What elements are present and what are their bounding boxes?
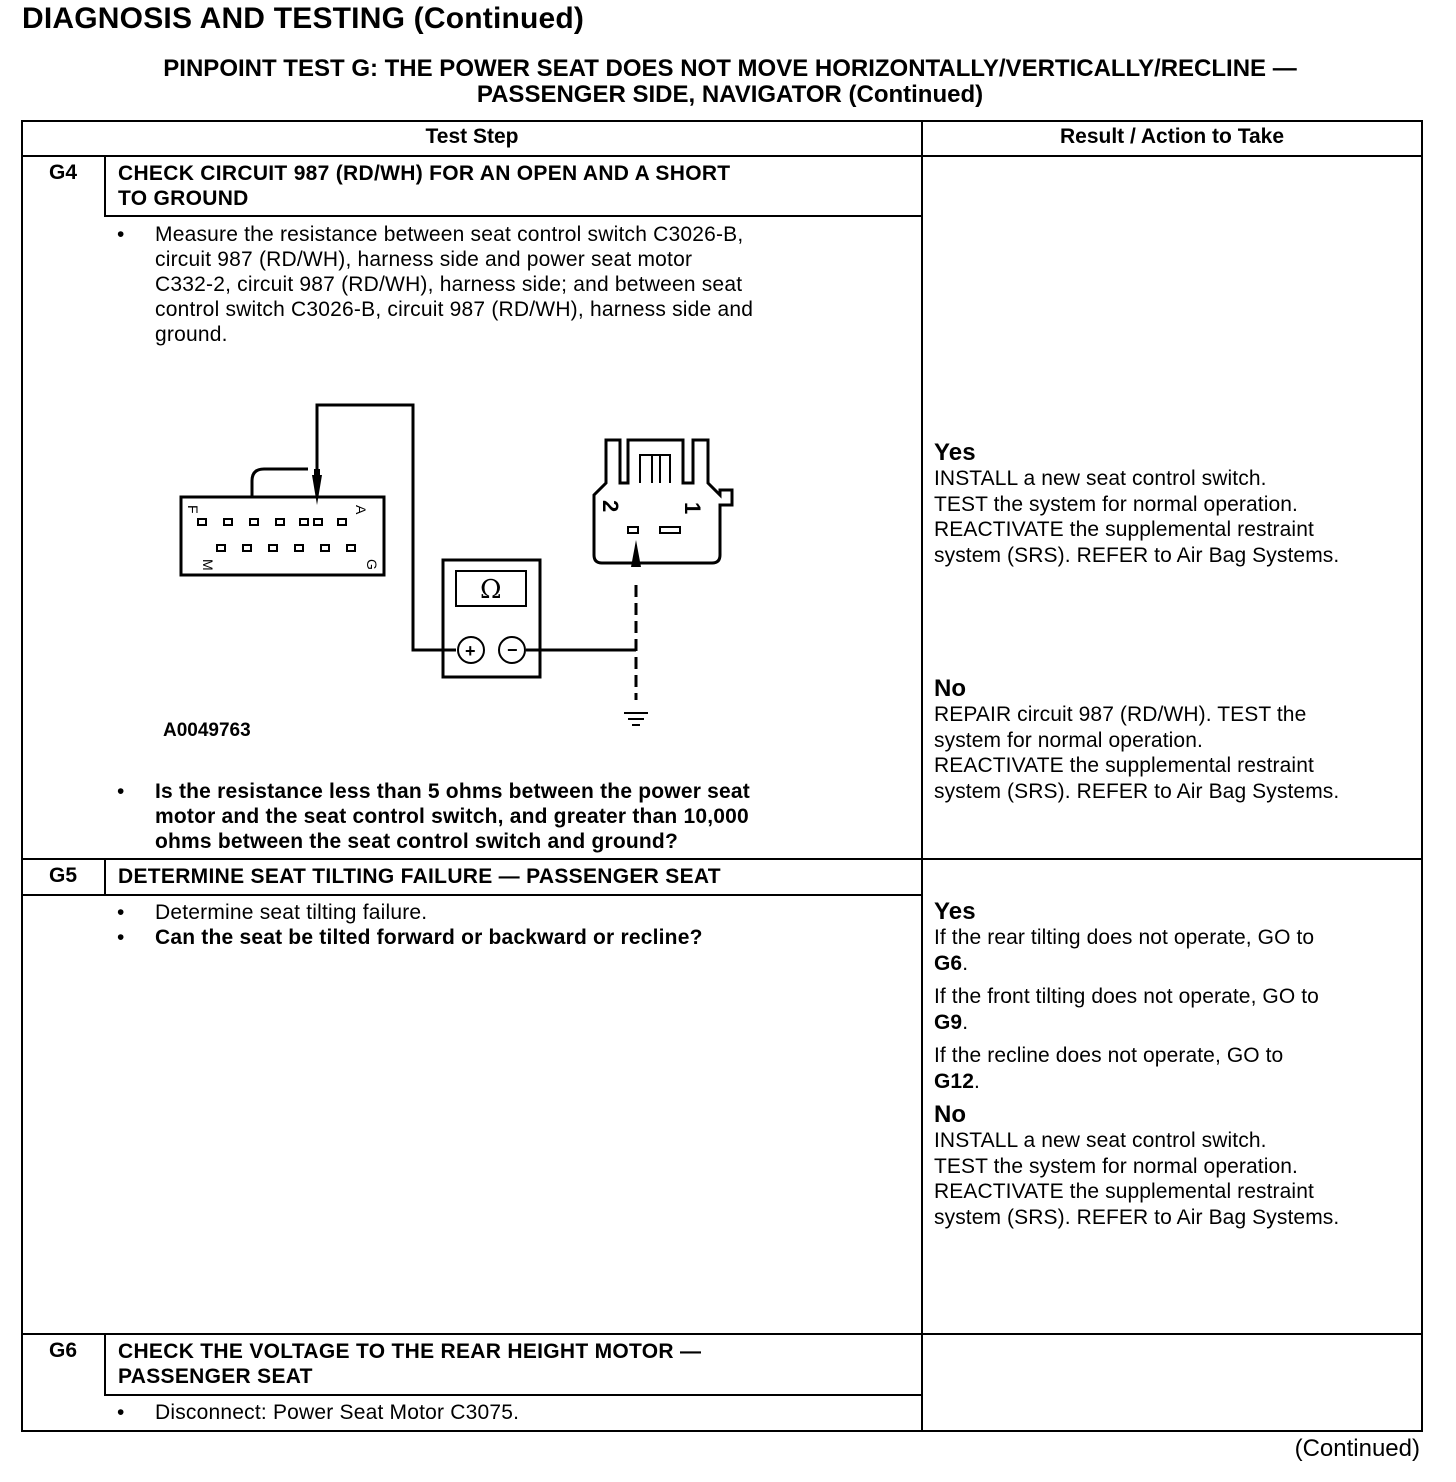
- ground-symbol: [624, 713, 648, 725]
- wire-to-meter-positive: [317, 405, 456, 650]
- ohm-symbol: Ω: [480, 575, 502, 605]
- g4-result-yes: [934, 440, 1422, 568]
- switch-pin-label-f: F: [185, 505, 201, 514]
- bullet: •: [117, 926, 125, 949]
- step-id-g5: G5: [48, 864, 77, 887]
- no-label: No: [934, 675, 967, 702]
- pinpoint-title-line2: PASSENGER SIDE, NAVIGATOR (Continued): [476, 81, 984, 108]
- result-line: REACTIVATE the supplemental restraint: [934, 754, 1314, 777]
- result-line: INSTALL a new seat control switch.: [934, 467, 1267, 490]
- result-line: REACTIVATE the supplemental restraint: [934, 518, 1314, 541]
- g4-result-no: [934, 676, 1422, 804]
- result-line: REPAIR circuit 987 (RD/WH). TEST the: [934, 703, 1307, 726]
- result-line: system (SRS). REFER to Air Bag Systems.: [934, 779, 1340, 803]
- g4-instruction-line: Measure the resistance between seat control switch C3026-B,: [155, 223, 744, 246]
- switch-pin-label-m: M: [200, 559, 216, 571]
- yes-label: Yes: [934, 898, 976, 925]
- step-title-g6-line1: CHECK THE VOLTAGE TO THE REAR HEIGHT MOTOR —: [118, 1340, 702, 1363]
- switch-pins: [198, 519, 680, 551]
- minus-sign: −: [507, 640, 518, 660]
- result-line: system (SRS). REFER to Air Bag Systems.: [934, 543, 1340, 567]
- g5-result-no: [934, 1102, 1422, 1230]
- step-title-g5: DETERMINE SEAT TILTING FAILURE — PASSENGER SEAT: [118, 865, 721, 888]
- bullet: •: [117, 1401, 125, 1424]
- goto-link-g9[interactable]: G9: [934, 1010, 963, 1034]
- g5-question: Can the seat be tilted forward or backward or recline?: [155, 926, 703, 949]
- yes-label: Yes: [934, 439, 976, 466]
- g4-instruction-line: control switch C3026-B, circuit 987 (RD/WH), harness side and: [155, 298, 754, 321]
- motor-latch: [640, 455, 670, 483]
- result-line: system for normal operation.: [934, 728, 1203, 752]
- figure-id: A0049763: [163, 720, 251, 741]
- probe-arrow: [631, 540, 641, 567]
- step-id-g4: G4: [48, 161, 77, 184]
- pinpoint-test-title: [30, 56, 1430, 108]
- step-title-g4-line1: CHECK CIRCUIT 987 (RD/WH) FOR AN OPEN AND A SHORT: [118, 162, 731, 185]
- period: .: [962, 951, 969, 975]
- result-text: If the rear tilting does not operate, GO to: [934, 926, 1315, 949]
- g4-instruction-line: C332-2, circuit 987 (RD/WH), harness side; and between seat: [155, 273, 743, 296]
- page-title: DIAGNOSIS AND TESTING (Continued): [22, 2, 585, 35]
- result-line: INSTALL a new seat control switch.: [934, 1129, 1267, 1152]
- goto-link-g6[interactable]: G6: [934, 951, 963, 975]
- g6-instruction: Disconnect: Power Seat Motor C3075.: [155, 1401, 520, 1424]
- result-line: TEST the system for normal operation.: [934, 492, 1298, 516]
- resistance-test-diagram: [160, 395, 760, 745]
- step-title-g4-line2: TO GROUND: [118, 187, 249, 210]
- column-header-result: Result / Action to Take: [1059, 125, 1285, 148]
- step-title-g6-line2: PASSENGER SEAT: [118, 1365, 313, 1388]
- goto-link-g12[interactable]: G12: [934, 1069, 974, 1093]
- motor-pin-label-1: 1: [680, 502, 705, 515]
- probe-arrow: [312, 475, 322, 505]
- result-line: REACTIVATE the supplemental restraint: [934, 1180, 1314, 1203]
- step-title-g6: [118, 1339, 908, 1389]
- g4-instruction: [155, 222, 900, 347]
- step-title-g4: [118, 161, 908, 211]
- bullet: •: [117, 223, 125, 246]
- switch-pin-label-g: G: [364, 559, 380, 570]
- result-line: TEST the system for normal operation.: [934, 1154, 1298, 1178]
- pinpoint-title-line1: PINPOINT TEST G: THE POWER SEAT DOES NOT MOVE HORIZONTALLY/VERTICALLY/RECLINE —: [163, 55, 1297, 82]
- g4-question: [155, 779, 900, 854]
- g5-result-yes: [934, 899, 1422, 1094]
- result-text: If the front tilting does not operate, GO to: [934, 985, 1319, 1008]
- bullet: •: [117, 780, 125, 803]
- result-text: If the recline does not operate, GO to: [934, 1044, 1284, 1067]
- period: .: [962, 1010, 969, 1034]
- g4-instruction-line: circuit 987 (RD/WH), harness side and power seat motor: [155, 248, 693, 271]
- motor-pin-label-2: 2: [598, 500, 623, 513]
- column-header-test-step: Test Step: [425, 125, 519, 148]
- period: .: [974, 1069, 980, 1093]
- result-line: system (SRS). REFER to Air Bag Systems.: [934, 1205, 1340, 1229]
- continued-footer: (Continued): [1294, 1435, 1420, 1462]
- g4-question-line: ohms between the seat control switch and ground?: [155, 830, 678, 853]
- bullet: •: [117, 901, 125, 924]
- g4-question-line: Is the resistance less than 5 ohms between the power seat: [155, 780, 750, 803]
- g4-question-line: motor and the seat control switch, and greater than 10,000: [155, 805, 749, 828]
- no-label: No: [934, 1101, 967, 1128]
- connector-latch: [252, 469, 308, 497]
- g4-instruction-line: ground.: [155, 323, 228, 346]
- step-id-g6: G6: [48, 1339, 77, 1362]
- g5-instruction: Determine seat tilting failure.: [155, 901, 428, 924]
- switch-pin-label-a: A: [353, 505, 369, 515]
- plus-sign: +: [465, 641, 476, 661]
